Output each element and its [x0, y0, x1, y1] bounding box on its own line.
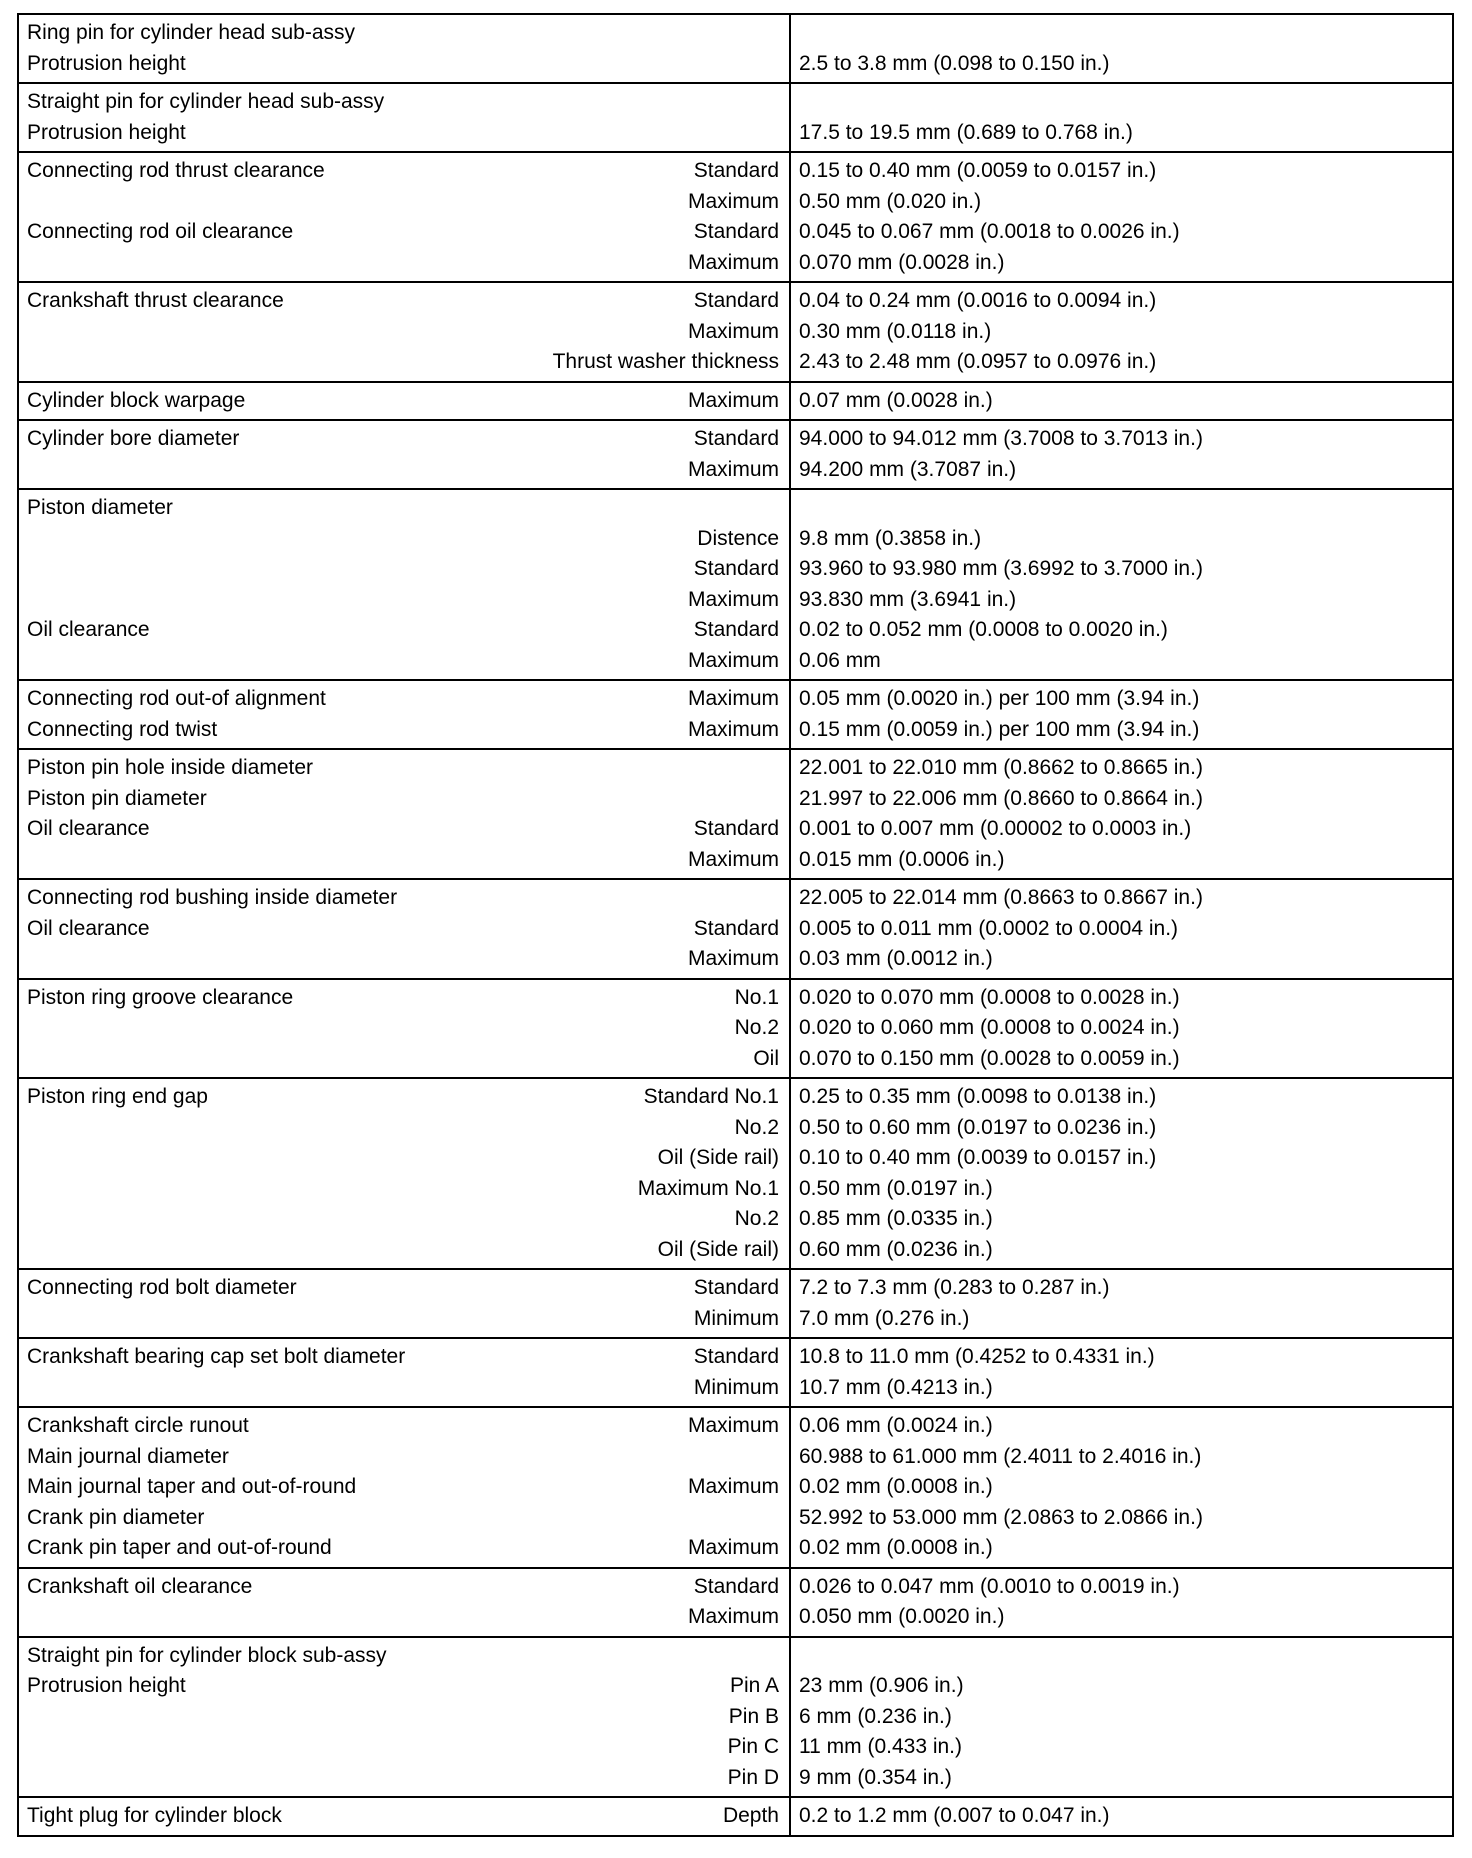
- spec-qualifier: Depth: [722, 1804, 779, 1827]
- spec-item-label: Piston pin hole inside diameter: [27, 756, 314, 779]
- spec-item-label: Protrusion height: [27, 51, 186, 75]
- spec-row-left: [27, 286, 779, 317]
- spec-row-left: [27, 753, 779, 784]
- spec-value: 2.43 to 2.48 mm (0.0957 to 0.0976 in.): [799, 350, 1157, 373]
- spec-qualifier: Maximum: [687, 847, 779, 871]
- spec-qualifier: Standard: [693, 916, 779, 940]
- spec-section: [19, 151, 1452, 281]
- spec-value: 0.045 to 0.067 mm (0.0018 to 0.0026 in.): [799, 220, 1180, 243]
- spec-qualifier: No.2: [734, 1016, 779, 1039]
- spec-value: 0.50 to 0.60 mm (0.0197 to 0.0236 in.): [799, 1115, 1157, 1139]
- spec-item-label: Connecting rod twist: [27, 717, 218, 741]
- spec-value: 0.50 mm (0.020 in.): [799, 189, 982, 213]
- spec-label-column: [19, 1408, 791, 1567]
- spec-row-left: [27, 87, 779, 118]
- spec-row-left: [27, 1572, 779, 1603]
- spec-row-left: [27, 1082, 779, 1113]
- spec-value: [799, 18, 1444, 49]
- spec-qualifier: Standard: [693, 1276, 779, 1299]
- spec-row-left: [27, 944, 779, 975]
- spec-row-left: [27, 187, 779, 218]
- spec-row-left: [27, 615, 779, 646]
- spec-value-column: [791, 1270, 1452, 1337]
- spec-value: 0.001 to 0.007 mm (0.00002 to 0.0003 in.): [799, 817, 1192, 840]
- spec-qualifier: No.2: [734, 1115, 779, 1139]
- spec-item-label: Piston pin diameter: [27, 786, 207, 810]
- spec-item-label: Cylinder block warpage: [27, 388, 246, 412]
- spec-value: 0.005 to 0.011 mm (0.0002 to 0.0004 in.): [799, 916, 1179, 940]
- spec-value: 21.997 to 22.006 mm (0.8660 to 0.8664 in.): [799, 786, 1203, 810]
- spec-section: [19, 1636, 1452, 1797]
- spec-qualifier: Standard: [693, 817, 779, 840]
- spec-label-column: [19, 1798, 791, 1835]
- spec-qualifier: Maximum: [687, 1475, 779, 1498]
- spec-value: 0.30 mm (0.0118 in.): [799, 319, 992, 343]
- spec-row-left: [27, 845, 779, 876]
- spec-value-column: [791, 1079, 1452, 1268]
- spec-qualifier: Pin D: [727, 1765, 779, 1789]
- spec-value-column: [791, 1339, 1452, 1406]
- spec-value: 0.07 mm (0.0028 in.): [799, 388, 993, 412]
- spec-qualifier: Standard: [693, 1574, 779, 1598]
- spec-row-left: [27, 1411, 779, 1442]
- spec-item-label: Oil clearance: [27, 916, 150, 940]
- spec-row-left: [27, 1143, 779, 1174]
- spec-qualifier: Oil (Side rail): [657, 1146, 779, 1169]
- spec-item-label: Piston ring groove clearance: [27, 985, 294, 1009]
- spec-value-column: [791, 421, 1452, 488]
- spec-row-left: [27, 1304, 779, 1335]
- spec-value-column: [791, 1798, 1452, 1835]
- spec-row-left: [27, 217, 779, 248]
- spec-value: 0.02 mm (0.0008 in.): [799, 1475, 993, 1498]
- spec-qualifier: Maximum: [687, 1536, 779, 1559]
- spec-section: [19, 1567, 1452, 1636]
- spec-qualifier: Standard No.1: [643, 1085, 779, 1108]
- spec-section: [19, 1268, 1452, 1337]
- spec-row-left: [27, 1763, 779, 1794]
- spec-row-left: [27, 1373, 779, 1404]
- spec-row-left: [27, 1472, 779, 1503]
- spec-row-left: [27, 914, 779, 945]
- spec-row-left: [27, 524, 779, 555]
- spec-row-left: [27, 1442, 779, 1473]
- spec-qualifier: Maximum: [687, 717, 779, 741]
- spec-label-column: [19, 1638, 791, 1797]
- spec-qualifier: Maximum: [687, 250, 779, 274]
- spec-value: 0.04 to 0.24 mm (0.0016 to 0.0094 in.): [799, 289, 1157, 312]
- spec-value: 10.8 to 11.0 mm (0.4252 to 0.4331 in.): [799, 1345, 1155, 1368]
- spec-qualifier: Standard: [693, 289, 779, 312]
- spec-row-left: [27, 347, 779, 378]
- spec-item-label: Protrusion height: [27, 1674, 186, 1697]
- spec-qualifier: Maximum: [687, 189, 779, 213]
- spec-section: [19, 15, 1452, 82]
- spec-section: [19, 488, 1452, 679]
- spec-label-column: [19, 980, 791, 1078]
- spec-qualifier: Distence: [697, 526, 779, 550]
- spec-qualifier: Pin B: [728, 1704, 779, 1728]
- spec-row-left: [27, 1235, 779, 1266]
- spec-row-left: [27, 1641, 779, 1672]
- spec-section: [19, 679, 1452, 748]
- spec-row-left: [27, 1702, 779, 1733]
- spec-qualifier: Maximum: [687, 587, 779, 611]
- spec-item-label: Crankshaft oil clearance: [27, 1574, 253, 1598]
- spec-value: 7.2 to 7.3 mm (0.283 to 0.287 in.): [799, 1276, 1110, 1299]
- spec-qualifier: Maximum: [687, 388, 779, 412]
- spec-qualifier: Oil: [753, 1046, 779, 1070]
- spec-row-left: [27, 1044, 779, 1075]
- spec-value: 22.005 to 22.014 mm (0.8663 to 0.8667 in.): [799, 886, 1203, 909]
- spec-value-column: [791, 1569, 1452, 1636]
- spec-value: 0.050 mm (0.0020 in.): [799, 1605, 1005, 1628]
- spec-row-left: [27, 1342, 779, 1373]
- spec-value: 6 mm (0.236 in.): [799, 1704, 952, 1728]
- spec-value: 22.001 to 22.010 mm (0.8662 to 0.8665 in.): [799, 756, 1203, 779]
- spec-qualifier: Standard: [693, 618, 779, 641]
- spec-section: [19, 1337, 1452, 1406]
- spec-value-column: [791, 84, 1452, 151]
- spec-item-label: Ring pin for cylinder head sub-assy: [27, 21, 356, 44]
- spec-section: [19, 82, 1452, 151]
- spec-qualifier: Maximum: [687, 319, 779, 343]
- spec-item-label: Crankshaft thrust clearance: [27, 289, 284, 312]
- spec-item-label: Crankshaft circle runout: [27, 1414, 249, 1437]
- spec-item-label: Connecting rod oil clearance: [27, 220, 294, 243]
- spec-value: 94.000 to 94.012 mm (3.7008 to 3.7013 in.): [799, 427, 1203, 450]
- spec-section: [19, 281, 1452, 381]
- spec-qualifier: Maximum: [687, 687, 779, 710]
- spec-row-left: [27, 248, 779, 279]
- spec-row-left: [27, 1273, 779, 1304]
- spec-row-left: [27, 1801, 779, 1832]
- spec-value: 94.200 mm (3.7087 in.): [799, 457, 1017, 481]
- spec-value: [799, 87, 1444, 118]
- spec-item-label: Connecting rod out-of alignment: [27, 687, 326, 710]
- spec-value-column: [791, 283, 1452, 381]
- spec-qualifier: Minimum: [693, 1375, 779, 1399]
- spec-value: 0.03 mm (0.0012 in.): [799, 947, 993, 970]
- spec-item-label: Crank pin diameter: [27, 1505, 205, 1529]
- spec-label-column: [19, 153, 791, 281]
- spec-item-label: Oil clearance: [27, 817, 150, 840]
- spec-value: [799, 493, 1444, 524]
- spec-item-label: Connecting rod bushing inside diameter: [27, 886, 398, 909]
- spec-value: 10.7 mm (0.4213 in.): [799, 1375, 993, 1399]
- spec-qualifier: Maximum: [687, 1414, 779, 1437]
- spec-value-column: [791, 750, 1452, 878]
- spec-qualifier: Maximum: [687, 947, 779, 970]
- spec-value: 0.02 to 0.052 mm (0.0008 to 0.0020 in.): [799, 618, 1168, 641]
- spec-section: [19, 1796, 1452, 1835]
- spec-label-column: [19, 750, 791, 878]
- spec-value: 52.992 to 53.000 mm (2.0863 to 2.0866 in.): [799, 1505, 1203, 1529]
- spec-value: 0.25 to 0.35 mm (0.0098 to 0.0138 in.): [799, 1085, 1157, 1108]
- spec-qualifier: No.1: [734, 985, 779, 1009]
- spec-row-left: [27, 49, 779, 80]
- spec-row-left: [27, 493, 779, 524]
- spec-row-left: [27, 1533, 779, 1564]
- spec-value: 0.02 mm (0.0008 in.): [799, 1536, 993, 1559]
- spec-qualifier: Pin C: [727, 1735, 779, 1758]
- spec-item-label: Tight plug for cylinder block: [27, 1804, 282, 1827]
- spec-row-left: [27, 1013, 779, 1044]
- spec-section: [19, 878, 1452, 978]
- spec-value: 0.070 to 0.150 mm (0.0028 to 0.0059 in.): [799, 1046, 1180, 1070]
- spec-section: [19, 748, 1452, 878]
- spec-row-left: [27, 684, 779, 715]
- spec-qualifier: Standard: [693, 220, 779, 243]
- spec-row-left: [27, 118, 779, 149]
- spec-qualifier: Thrust washer thickness: [552, 350, 779, 373]
- spec-row-left: [27, 317, 779, 348]
- spec-label-column: [19, 421, 791, 488]
- spec-label-column: [19, 490, 791, 679]
- spec-qualifier: No.2: [734, 1207, 779, 1230]
- spec-value: 0.026 to 0.047 mm (0.0010 to 0.0019 in.): [799, 1574, 1180, 1598]
- spec-value: 0.85 mm (0.0335 in.): [799, 1207, 993, 1230]
- spec-item-label: Piston ring end gap: [27, 1085, 208, 1108]
- spec-row-left: [27, 585, 779, 616]
- spec-item-label: Connecting rod bolt diameter: [27, 1276, 297, 1299]
- spec-value: 0.020 to 0.070 mm (0.0008 to 0.0028 in.): [799, 985, 1180, 1009]
- spec-qualifier: Maximum No.1: [637, 1176, 779, 1200]
- spec-section: [19, 381, 1452, 420]
- spec-row-left: [27, 883, 779, 914]
- spec-row-left: [27, 1503, 779, 1534]
- spec-value: 0.05 mm (0.0020 in.) per 100 mm (3.94 in.): [799, 687, 1200, 710]
- spec-qualifier: Maximum: [687, 457, 779, 481]
- spec-value-column: [791, 490, 1452, 679]
- spec-qualifier: Oil (Side rail): [657, 1237, 779, 1261]
- spec-row-left: [27, 983, 779, 1014]
- spec-item-label: Oil clearance: [27, 618, 150, 641]
- spec-item-label: Protrusion height: [27, 120, 186, 144]
- spec-value: 60.988 to 61.000 mm (2.4011 to 2.4016 in.): [799, 1444, 1202, 1468]
- spec-row-left: [27, 646, 779, 677]
- spec-section: [19, 1406, 1452, 1567]
- spec-value: 0.10 to 0.40 mm (0.0039 to 0.0157 in.): [799, 1146, 1157, 1169]
- spec-item-label: Crank pin taper and out-of-round: [27, 1536, 332, 1559]
- spec-value-column: [791, 880, 1452, 978]
- spec-label-column: [19, 681, 791, 748]
- spec-row-left: [27, 455, 779, 486]
- spec-item-label: Cylinder bore diameter: [27, 427, 240, 450]
- spec-row-left: [27, 1113, 779, 1144]
- spec-qualifier: Standard: [693, 557, 779, 580]
- spec-value-column: [791, 980, 1452, 1078]
- spec-value: 7.0 mm (0.276 in.): [799, 1306, 970, 1330]
- spec-row-left: [27, 784, 779, 815]
- spec-row-left: [27, 715, 779, 746]
- spec-value-column: [791, 1638, 1452, 1797]
- spec-value-column: [791, 153, 1452, 281]
- spec-label-column: [19, 15, 791, 82]
- spec-label-column: [19, 1569, 791, 1636]
- spec-value: 9 mm (0.354 in.): [799, 1765, 952, 1789]
- spec-value-column: [791, 681, 1452, 748]
- spec-value: [799, 1641, 1444, 1672]
- spec-row-left: [27, 1732, 779, 1763]
- spec-value: 9.8 mm (0.3858 in.): [799, 526, 982, 550]
- spec-qualifier: Minimum: [693, 1306, 779, 1330]
- spec-row-left: [27, 424, 779, 455]
- spec-value: 17.5 to 19.5 mm (0.689 to 0.768 in.): [799, 120, 1133, 144]
- spec-row-left: [27, 814, 779, 845]
- spec-row-left: [27, 1602, 779, 1633]
- spec-value: 0.60 mm (0.0236 in.): [799, 1237, 993, 1261]
- spec-value: 93.830 mm (3.6941 in.): [799, 587, 1017, 611]
- spec-item-label: Straight pin for cylinder head sub-assy: [27, 90, 385, 113]
- spec-value-column: [791, 383, 1452, 420]
- spec-section: [19, 978, 1452, 1078]
- spec-value: 0.020 to 0.060 mm (0.0008 to 0.0024 in.): [799, 1016, 1180, 1039]
- spec-label-column: [19, 383, 791, 420]
- spec-item-label: Crankshaft bearing cap set bolt diameter: [27, 1345, 406, 1368]
- spec-row-left: [27, 1671, 779, 1702]
- spec-item-label: Main journal diameter: [27, 1444, 229, 1468]
- spec-value-column: [791, 1408, 1452, 1567]
- spec-value: 0.015 mm (0.0006 in.): [799, 847, 1005, 871]
- spec-value: 0.15 to 0.40 mm (0.0059 to 0.0157 in.): [799, 159, 1157, 182]
- spec-value: 23 mm (0.906 in.): [799, 1674, 964, 1697]
- spec-qualifier: Standard: [693, 1345, 779, 1368]
- spec-row-left: [27, 554, 779, 585]
- spec-label-column: [19, 283, 791, 381]
- spec-table: [17, 13, 1454, 1837]
- spec-label-column: [19, 1270, 791, 1337]
- spec-value: 0.06 mm (0.0024 in.): [799, 1414, 993, 1437]
- spec-qualifier: Maximum: [687, 1605, 779, 1628]
- spec-label-column: [19, 880, 791, 978]
- spec-value: 0.070 mm (0.0028 in.): [799, 250, 1005, 274]
- spec-row-left: [27, 18, 779, 49]
- spec-label-column: [19, 1079, 791, 1268]
- spec-value: 0.50 mm (0.0197 in.): [799, 1176, 993, 1200]
- spec-item-label: Connecting rod thrust clearance: [27, 159, 325, 182]
- spec-section: [19, 1077, 1452, 1268]
- spec-row-left: [27, 156, 779, 187]
- spec-value: 0.06 mm: [799, 648, 881, 672]
- spec-value: 0.15 mm (0.0059 in.) per 100 mm (3.94 in.): [799, 717, 1200, 741]
- spec-row-left: [27, 1204, 779, 1235]
- spec-qualifier: Maximum: [687, 648, 779, 672]
- spec-value: 0.2 to 1.2 mm (0.007 to 0.047 in.): [799, 1804, 1110, 1827]
- spec-section: [19, 419, 1452, 488]
- spec-value: 2.5 to 3.8 mm (0.098 to 0.150 in.): [799, 51, 1110, 75]
- spec-qualifier: Pin A: [729, 1674, 779, 1697]
- spec-label-column: [19, 1339, 791, 1406]
- spec-row-left: [27, 386, 779, 417]
- spec-value: 93.960 to 93.980 mm (3.6992 to 3.7000 in.): [799, 557, 1203, 580]
- spec-item-label: Main journal taper and out-of-round: [27, 1475, 357, 1498]
- spec-item-label: Straight pin for cylinder block sub-assy: [27, 1643, 387, 1667]
- spec-value-column: [791, 15, 1452, 82]
- spec-qualifier: Standard: [693, 427, 779, 450]
- spec-qualifier: Standard: [693, 159, 779, 182]
- spec-value: 11 mm (0.433 in.): [799, 1735, 963, 1758]
- spec-label-column: [19, 84, 791, 151]
- spec-item-label: Piston diameter: [27, 496, 173, 519]
- spec-row-left: [27, 1174, 779, 1205]
